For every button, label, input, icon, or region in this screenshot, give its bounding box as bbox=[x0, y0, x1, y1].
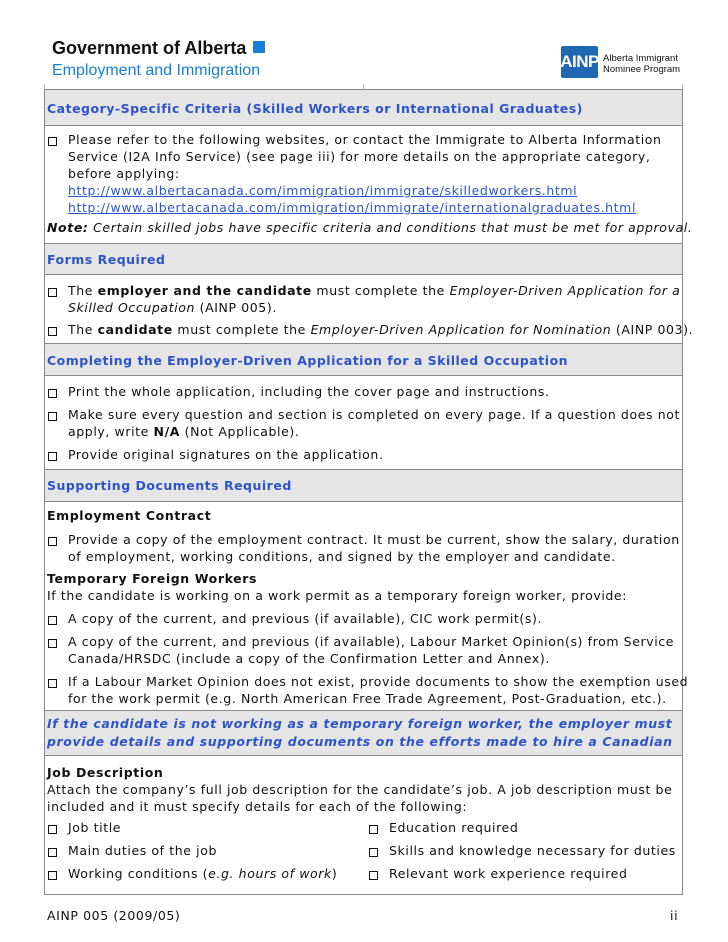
bullet-text: A copy of the current, and previous (if available), Labour Market Opinion(s) from Service bbox=[68, 634, 675, 649]
ainp-program-name: Alberta Immigrant Nominee Program bbox=[603, 53, 681, 75]
bullet-text: for the work permit (e.g. North American Free Trade Agreement, Post-Graduation, etc.). bbox=[68, 691, 667, 706]
bullet-text: of employment, working conditions, and signed by the employer and candidate. bbox=[68, 549, 616, 564]
list-item: Skills and knowledge necessary for duties bbox=[389, 843, 676, 858]
checkbox-icon bbox=[48, 616, 57, 625]
checkbox-icon bbox=[369, 825, 378, 834]
ainp-logo: AINP bbox=[561, 46, 598, 78]
bullet-text: before applying: bbox=[68, 166, 180, 181]
page-number: ii bbox=[670, 908, 679, 923]
bullet-text: The candidate must complete the Employer-Driven Application for Nomination (AINP 003). bbox=[68, 322, 694, 337]
government-title: Government of Alberta bbox=[52, 38, 265, 59]
bullet-text: Canada/HRSDC (include a copy of the Confirmation Letter and Annex). bbox=[68, 651, 550, 666]
checkbox-icon bbox=[369, 871, 378, 880]
list-item: Job title bbox=[68, 820, 122, 835]
tfw-heading: Temporary Foreign Workers bbox=[47, 571, 258, 586]
note-text: Note: Certain skilled jobs have specific criteria and conditions that must be met for approval. bbox=[47, 220, 693, 235]
checkbox-icon bbox=[48, 871, 57, 880]
list-item: Working conditions (e.g. hours of work) bbox=[68, 866, 338, 881]
bullet-text: If a Labour Market Opinion does not exist, provide documents to show the exemption used bbox=[68, 674, 689, 689]
bullet-text: Skilled Occupation (AINP 005). bbox=[68, 300, 277, 315]
list-item: Education required bbox=[389, 820, 519, 835]
bullet-text: Provide a copy of the employment contract. It must be current, show the salary, duration bbox=[68, 532, 680, 547]
divider bbox=[44, 375, 683, 376]
checkbox-icon bbox=[48, 825, 57, 834]
job-description-text: included and it must specify details for each of the following: bbox=[47, 799, 468, 814]
job-description-text: Attach the company’s full job description for the candidate’s job. A job description must be bbox=[47, 782, 673, 797]
checkbox-icon bbox=[48, 537, 57, 546]
job-description-heading: Job Description bbox=[47, 765, 164, 780]
checkbox-icon bbox=[48, 389, 57, 398]
form-id: AINP 005 (2009/05) bbox=[47, 908, 181, 923]
link-skilled-workers[interactable]: http://www.albertacanada.com/immigration/immigrate/skilledworkers.html bbox=[68, 183, 578, 198]
bullet-text: Provide original signatures on the application. bbox=[68, 447, 384, 462]
link-international-graduates[interactable]: http://www.albertacanada.com/immigration/immigrate/internationalgraduates.html bbox=[68, 200, 637, 215]
section-title-non-tfw: provide details and supporting documents on the efforts made to hire a Canadian bbox=[47, 734, 673, 749]
divider bbox=[44, 501, 683, 502]
checkbox-icon bbox=[48, 452, 57, 461]
employment-contract-heading: Employment Contract bbox=[47, 508, 212, 523]
department-name: Employment and Immigration bbox=[52, 62, 261, 79]
bullet-text: Please refer to the following websites, or contact the Immigrate to Alberta Information bbox=[68, 132, 662, 147]
section-title-forms: Forms Required bbox=[47, 252, 166, 267]
section-title-supporting: Supporting Documents Required bbox=[47, 478, 292, 493]
bullet-text: apply, write N/A (Not Applicable). bbox=[68, 424, 300, 439]
checkbox-icon bbox=[48, 679, 57, 688]
section-title-completing: Completing the Employer-Driven Application for a Skilled Occupation bbox=[47, 353, 569, 368]
divider bbox=[44, 274, 683, 275]
divider bbox=[44, 125, 683, 126]
checkbox-icon bbox=[48, 327, 57, 336]
divider bbox=[44, 755, 683, 756]
checkbox-icon bbox=[48, 848, 57, 857]
checkbox-icon bbox=[369, 848, 378, 857]
bullet-text: Make sure every question and section is completed on every page. If a question does not bbox=[68, 407, 680, 422]
checkbox-icon bbox=[48, 137, 57, 146]
checkbox-icon bbox=[48, 412, 57, 421]
checkbox-icon bbox=[48, 639, 57, 648]
section-title-category: Category-Specific Criteria (Skilled Workers or International Graduates) bbox=[47, 101, 583, 116]
list-item: Main duties of the job bbox=[68, 843, 217, 858]
square-icon bbox=[253, 41, 265, 53]
tfw-intro: If the candidate is working on a work permit as a temporary foreign worker, provide: bbox=[47, 588, 628, 603]
bullet-text: Service (I2A Info Service) (see page iii) for more details on the appropriate category, bbox=[68, 149, 651, 164]
checkbox-icon bbox=[48, 288, 57, 297]
bullet-text: A copy of the current, and previous (if available), CIC work permit(s). bbox=[68, 611, 543, 626]
section-title-non-tfw: If the candidate is not working as a temporary foreign worker, the employer must bbox=[47, 716, 673, 731]
bullet-text: The employer and the candidate must complete the Employer-Driven Application for a bbox=[68, 283, 681, 298]
list-item: Relevant work experience required bbox=[389, 866, 628, 881]
bullet-text: Print the whole application, including the cover page and instructions. bbox=[68, 384, 550, 399]
